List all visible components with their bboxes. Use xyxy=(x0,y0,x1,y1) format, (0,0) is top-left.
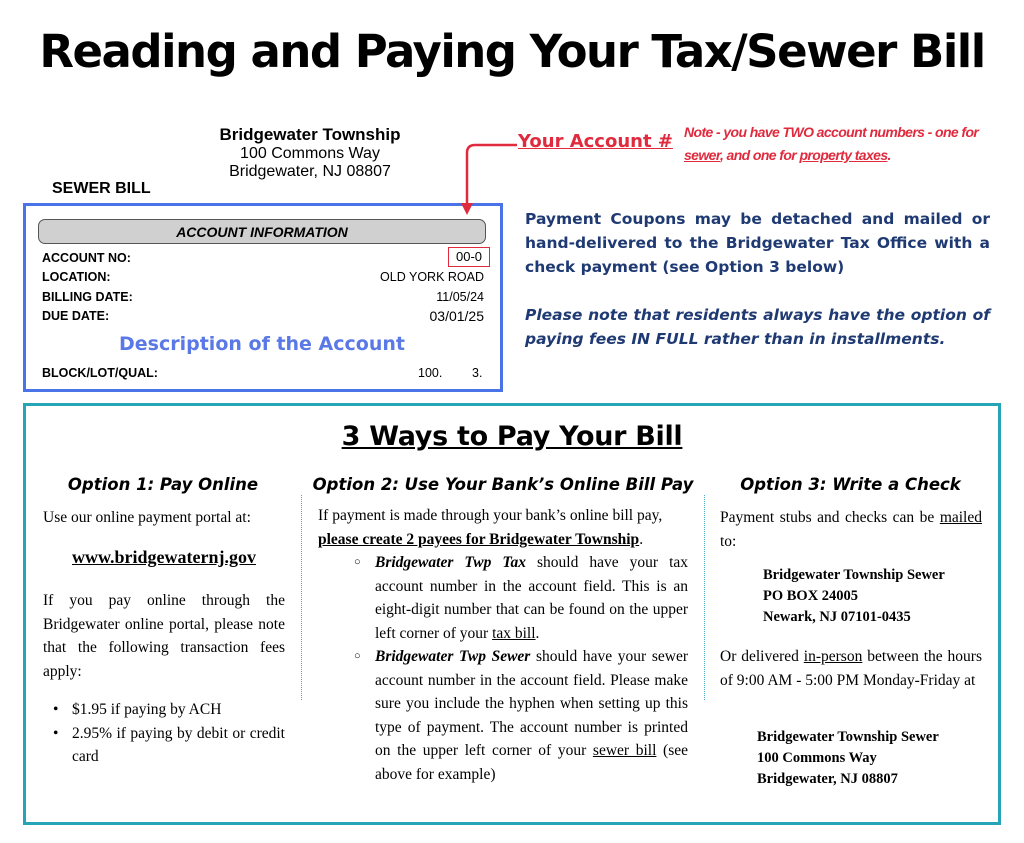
option3-in-person-instruction: Or delivered in-person between the hours of 9:00 AM - 5:00 PM Monday-Friday at xyxy=(720,648,982,689)
delivery-address: Bridgewater Township Sewer 100 Commons Way Bridgewater, NJ 08807 xyxy=(757,729,939,787)
due-date-value: 03/01/25 xyxy=(429,308,484,324)
option2-intro: If payment is made through your bank’s online bill pay, please create 2 payees for Bridgewater Township. xyxy=(318,507,663,548)
ways-to-pay-title: 3 Ways to Pay Your Bill xyxy=(341,421,683,452)
tax-bill-link: tax bill xyxy=(492,624,536,642)
option1-intro: Use our online payment portal at: xyxy=(43,509,251,526)
mailed-word: mailed xyxy=(939,509,982,526)
two-accounts-note: Note - you have TWO account numbers - one for sewer, and one for property taxes. xyxy=(684,124,979,163)
option1-title: Option 1: Pay Online xyxy=(67,475,259,494)
in-person-word: in-person xyxy=(803,648,863,665)
township-name: Bridgewater Township xyxy=(219,125,401,144)
payment-coupons-info: Payment Coupons may be detached and mailed or hand-delivered to the Bridgewater Tax Office with a check payment (see Option 3 below) xyxy=(525,210,990,276)
due-date-label: DUE DATE: xyxy=(42,309,110,323)
qual-value: 3. xyxy=(472,366,483,380)
billing-date-label: BILLING DATE: xyxy=(42,290,133,304)
full-payment-note: Please note that residents always have the option of paying fees IN FULL rather than in installments. xyxy=(525,306,990,348)
column-divider xyxy=(301,495,302,700)
payee-tax-name: Bridgewater Twp Tax xyxy=(375,554,526,571)
township-city: Bridgewater, NJ 08807 xyxy=(229,163,391,180)
sewer-bill-link: sewer bill xyxy=(592,742,657,759)
payment-portal-link[interactable]: www.bridgewaternj.gov xyxy=(72,547,256,567)
bill-type-label: SEWER BILL xyxy=(52,180,151,197)
fee-item: • 2.95% if paying by debit or credit card xyxy=(43,722,285,769)
column-divider xyxy=(704,495,705,700)
option2-title: Option 2: Use Your Bank’s Online Bill Pay xyxy=(312,475,694,494)
township-street: 100 Commons Way xyxy=(240,145,380,162)
payee-sewer-item: ○ Bridgewater Twp Sewer should have your sewer account number in the account field. Please make sure you include the hyphen when setting up this type of payment. The account number is printed on the upper left corner of your sewer bill (see above for example) xyxy=(355,645,688,786)
location-value: OLD YORK ROAD xyxy=(380,270,484,284)
account-description-label: Description of the Account xyxy=(119,333,405,355)
fee-item: • $1.95 if paying by ACH xyxy=(43,698,285,722)
block-lot-qual-label: BLOCK/LOT/QUAL: xyxy=(42,366,158,380)
account-no-value: 00-0 xyxy=(448,247,490,267)
your-account-annotation: Your Account # xyxy=(518,131,673,152)
payees-list xyxy=(355,551,688,786)
payee-sewer-name: Bridgewater Twp Sewer xyxy=(375,648,531,665)
transaction-fees-list xyxy=(43,698,285,769)
option3-title: Option 3: Write a Check xyxy=(740,475,961,494)
create-payees-instruction: please create 2 payees for Bridgewater Township xyxy=(318,530,640,548)
billing-date-value: 11/05/24 xyxy=(436,290,484,304)
page-title: Reading and Paying Your Tax/Sewer Bill xyxy=(39,25,985,78)
block-value: 100. xyxy=(418,366,443,380)
option1-fees-intro: If you pay online through the Bridgewater online portal, please note that the following transaction fees apply: xyxy=(43,592,285,680)
option3-mail-instruction: Payment stubs and checks can be mailed to: xyxy=(720,509,982,550)
payee-tax-item: ○ Bridgewater Twp Tax should have your tax account number in the account field. This is an eight-digit number that can be found on the upper left corner of your tax bill. xyxy=(355,551,688,645)
account-info-header: ACCOUNT INFORMATION xyxy=(38,219,486,244)
note-sewer: sewer xyxy=(684,147,720,163)
location-label: LOCATION: xyxy=(42,270,111,284)
mailing-address: Bridgewater Township Sewer PO BOX 24005 Newark, NJ 07101-0435 xyxy=(763,567,945,625)
account-no-label: ACCOUNT NO: xyxy=(42,251,131,265)
note-property-taxes: property taxes xyxy=(799,147,888,163)
